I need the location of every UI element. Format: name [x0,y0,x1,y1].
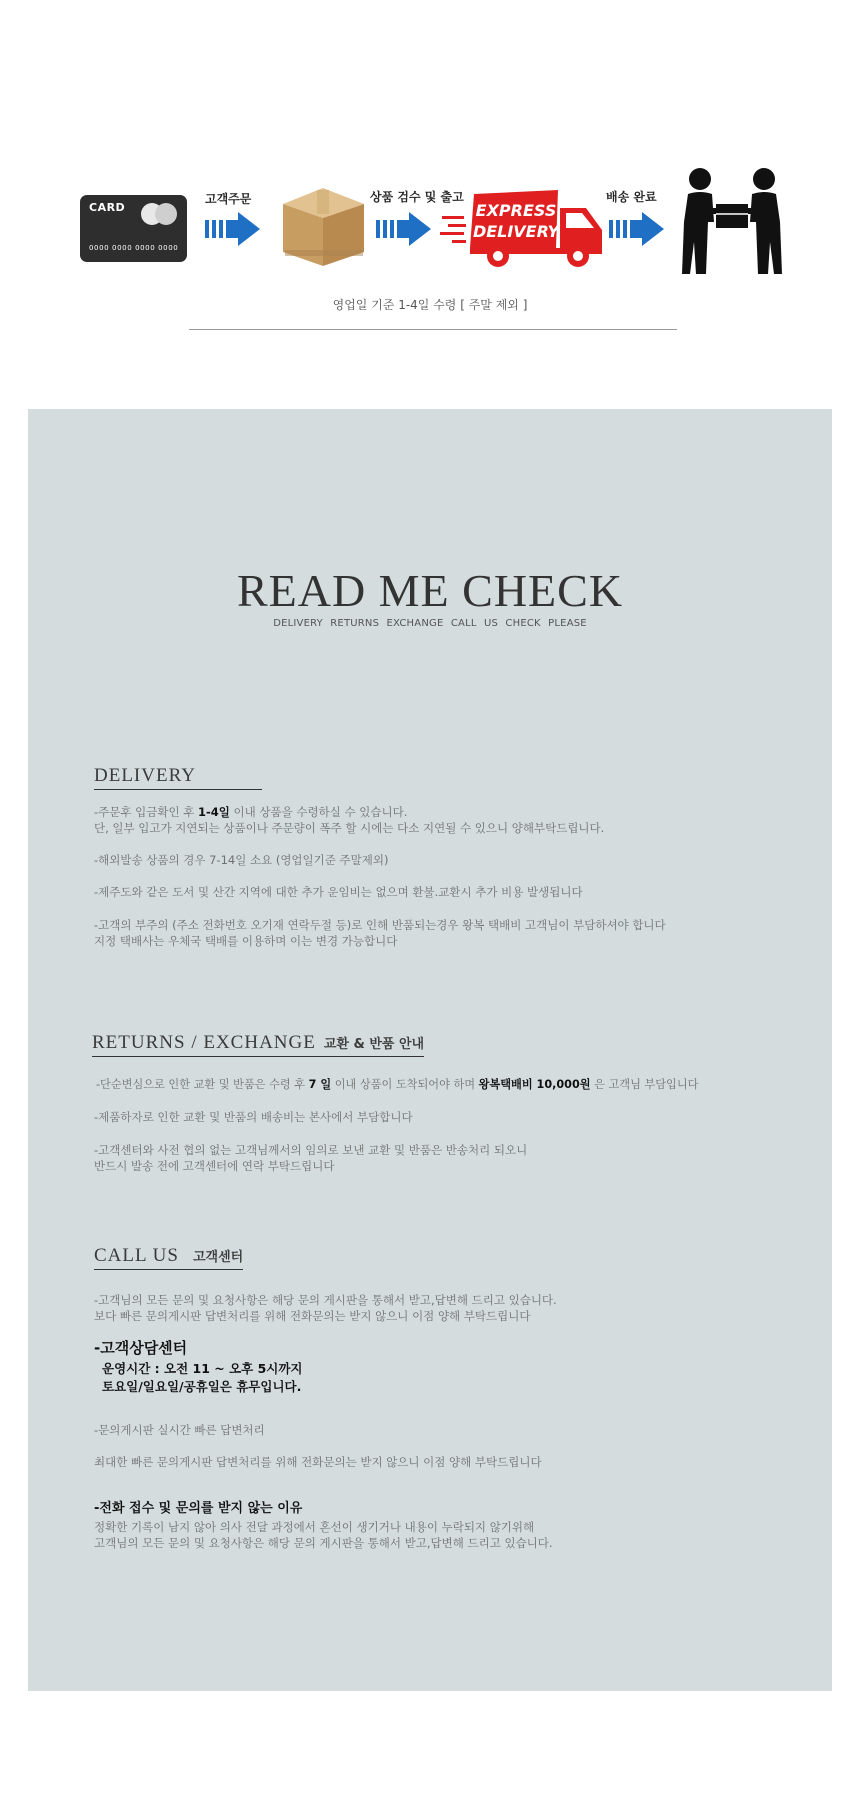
highlight-fee: 왕복택배비 10,000원 [478,1078,591,1091]
returns-paragraph-1: -단순변심으로 인한 교환 및 반품은 수령 후 7 일 이내 상품이 도착되어야 하며 왕복택배비 10,000원 은 고객님 부담입니다 [96,1078,699,1091]
page-title: READ ME CHECK [236,565,624,616]
no-phone-reason-text: 정확한 기록이 남지 않아 의사 전달 과정에서 혼선이 생기거나 내용이 누락되지 않기위해 고객님의 모든 문의 및 요청사항은 해당 문의 게시판을 통해서 받고,답변해 드리고 있습니다. [94,1520,553,1550]
holiday-notice: 토요일/일요일/공휴일은 휴무입니다. [102,1379,302,1394]
callus-paragraph-1: -고객님의 모든 문의 및 요청사항은 해당 문의 게시판을 통해서 받고,답변해 드리고 있습니다. 보다 빠른 문의게시판 답변처리를 위해 전화문의는 받지 않으니 이점 양해 부탁드립니다 [94,1293,557,1323]
package-box-icon [279,184,368,266]
section-heading-delivery [94,765,262,790]
section-title-ko: 교환 & 반품 안내 [323,1037,425,1052]
card-logo [141,203,177,225]
highlight-days: 7 일 [308,1078,332,1091]
callus-paragraph-2: -문의게시판 실시간 빠른 답변처리 [94,1423,265,1437]
delivery-paragraph-4: -고객의 부주의 (주소 전화번호 오기재 연락두절 등)로 인해 반품되는경우 왕복 택배비 고객님이 부담하셔야 합니다 지정 택배사는 우체국 택배를 이용하며 이는 변경 가능합니다 [94,918,666,948]
read-me-panel [28,409,832,1691]
credit-card-icon [80,195,187,262]
no-phone-reason-title: -전화 접수 및 문의를 받지 않는 이유 [94,1501,303,1516]
express-delivery-truck-icon [440,190,605,268]
section-title: DELIVERY [94,765,196,786]
step-label-order: 고객주문 [205,192,252,206]
delivery-paragraph-2: -해외발송 상품의 경우 7-14일 소요 (영업일기준 주말제외) [94,853,389,867]
customer-center-title: -고객상담센터 [94,1339,188,1357]
operating-hours: 운영시간 : 오전 11 ~ 오후 5시까지 [102,1361,303,1376]
section-title-ko: 고객센터 [192,1250,244,1265]
section-title: RETURNS / EXCHANGE [92,1032,316,1053]
returns-paragraph-3: -고객센터와 사전 협의 없는 고객님께서의 임의로 보낸 교환 및 반품은 반송처리 되오니 반드시 발송 전에 고객센터에 연락 부탁드립니다 [94,1143,528,1173]
delivery-paragraph-1: -주문후 입금확인 후 1-4일 이내 상품을 수령하실 수 있습니다. 단, 일부 입고가 지연되는 상품이나 주문량이 폭주 할 시에는 다소 지연될 수 있으니 양해부탁드립니다. [94,805,605,835]
section-heading-callus [94,1245,243,1270]
truck-text-delivery: DELIVERY [472,222,560,241]
section-heading-returns [92,1032,424,1057]
package-handover-icon [680,168,784,276]
arrow-right-icon [205,212,260,246]
arrow-right-icon [376,212,431,246]
step-label-inspection: 상품 검수 및 출고 [370,190,464,204]
order-process-flow [0,0,860,360]
returns-paragraph-2: -제품하자로 인한 교환 및 반품의 배송비는 본사에서 부담합니다 [94,1110,413,1124]
arrow-right-icon [609,212,664,246]
delivery-paragraph-3: -제주도와 같은 도서 및 산간 지역에 대한 추가 운임비는 없으며 환불.교환시 추가 비용 발생됩니다 [94,885,583,899]
page-subtitle: DELIVERY RETURNS EXCHANGE CALL US CHECK PLEASE [273,618,587,629]
step-label-delivered: 배송 완료 [606,190,657,204]
callus-paragraph-3: 최대한 빠른 문의게시판 답변처리를 위해 전화문의는 받지 않으니 이점 양해 부탁드립니다 [94,1455,542,1469]
highlight-days: 1-4일 [198,805,230,819]
delivery-period-note: 영업일 기준 1-4일 수령 [ 주말 제외 ] [332,298,528,312]
divider [189,329,677,330]
card-number: 0000 0000 0000 0000 [89,244,179,252]
section-title: CALL US [94,1245,179,1266]
truck-text-express: EXPRESS [475,201,557,220]
card-label: CARD [89,201,126,214]
